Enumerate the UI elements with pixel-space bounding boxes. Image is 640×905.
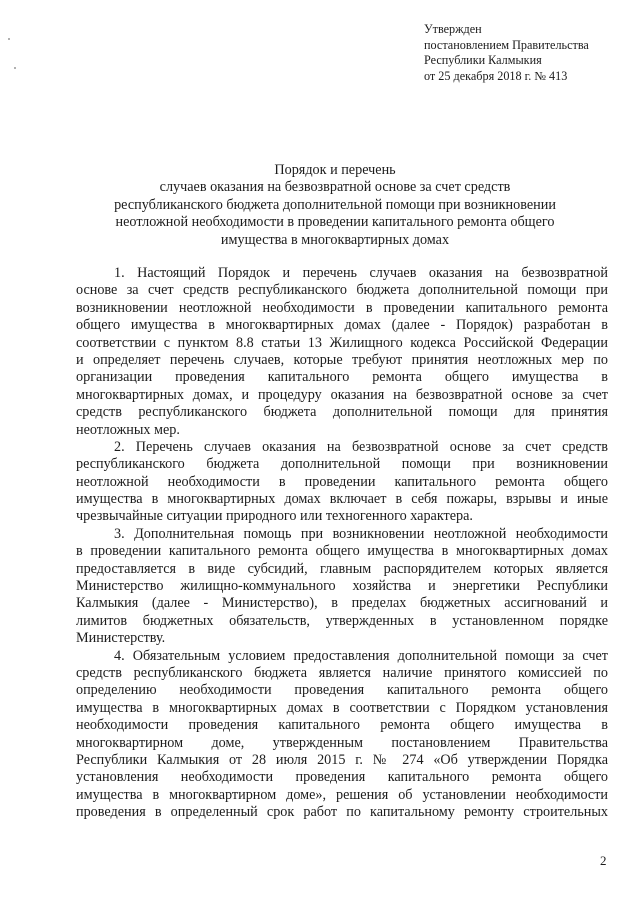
text-line: Республики Калмыкия от 28 июля 2015 г. № 274 «Об утверждении Порядка xyxy=(76,751,608,768)
text-line: лимитов бюджетных обязательств, утвержденных в установленном порядке xyxy=(76,612,608,629)
text-line: многоквартирных домах, и процедуру оказания на безвозвратной основе за счет xyxy=(76,386,608,403)
text-line: 3. Дополнительная помощь при возникновении неотложной необходимости xyxy=(114,525,608,542)
text-line: средств республиканского бюджета дополнительной помощи для принятия xyxy=(76,404,608,421)
scan-mark-2 xyxy=(14,67,16,69)
paragraph-1 xyxy=(76,265,608,439)
paragraph-4 xyxy=(76,648,608,822)
approval-block xyxy=(424,22,634,84)
document-title xyxy=(70,162,600,249)
text-line: Калмыкия (далее - Министерство), в пределах бюджетных ассигнований и xyxy=(76,595,608,612)
paragraph-2 xyxy=(76,439,608,526)
text-line: необходимости проведения капитального ремонта общего имущества в xyxy=(76,717,608,734)
text-line: Министерству. xyxy=(76,630,166,647)
approval-line: от 25 декабря 2018 г. № 413 xyxy=(424,68,568,83)
scan-mark-1 xyxy=(8,38,10,40)
title-line: неотложной необходимости в проведении капитального ремонта общего xyxy=(115,214,555,231)
title-line: Порядок и перечень xyxy=(274,162,396,178)
approval-line: Утвержден xyxy=(424,22,482,36)
text-line: имущества в многоквартирном доме», решения об установлении необходимости xyxy=(76,786,608,803)
text-line: имущества в многоквартирных домах включает в себя пожары, взрывы и иные xyxy=(76,491,608,508)
text-line: основе за счет средств республиканского бюджета дополнительной помощи при xyxy=(76,282,608,299)
text-line: средств республиканского бюджета является наличие принятого комиссией по xyxy=(76,664,608,681)
text-line: в проведении капитального ремонта общего имущества в многоквартирных домах xyxy=(76,543,608,560)
title-line: случаев оказания на безвозвратной основе за счет средств xyxy=(159,179,511,196)
text-line: предоставляется в виде субсидий, главным распорядителем которых является xyxy=(76,560,608,577)
text-line: 2. Перечень случаев оказания на безвозвратной основе за счет средств xyxy=(114,438,608,455)
title-line: имущества в многоквартирных домах xyxy=(220,231,450,248)
text-line: общего имущества в многоквартирных домах (далее - Порядок) разработан в xyxy=(76,317,608,334)
text-line: возникновении неотложной необходимости в проведении капитального ремонта xyxy=(76,299,608,316)
approval-line: Республики Калмыкия xyxy=(424,53,542,67)
text-line: определению необходимости проведения капитального ремонта общего xyxy=(76,682,608,699)
text-line: 4. Обязательным условием предоставления дополнительной помощи за счет xyxy=(114,647,608,664)
title-line: республиканского бюджета дополнительной помощи при возникновении xyxy=(114,196,556,213)
text-line: Министерство жилищно-коммунального хозяйства и энергетики Республики xyxy=(76,578,608,595)
text-line: 1. Настоящий Порядок и перечень случаев оказания на безвозвратной xyxy=(114,265,608,281)
text-line: и определяет перечень случаев, которые требуют принятия неотложных мер по xyxy=(76,351,608,368)
text-line: соответствии с пунктом 8.8 статьи 13 Жилищного кодекса Российской Федерации xyxy=(76,334,608,351)
document-body xyxy=(76,265,608,822)
text-line: установления необходимости проведения капитального ремонта общего xyxy=(76,769,608,786)
text-line: многоквартирном доме, утвержденным постановлением Правительства xyxy=(76,734,608,751)
text-line: чрезвычайные ситуации природного или техногенного характера. xyxy=(76,508,473,525)
text-line: проведения в определенный срок работ по капитальному ремонту строительных xyxy=(76,804,608,821)
text-line: неотложных мер. xyxy=(76,421,180,438)
page-number: 2 xyxy=(600,853,607,868)
approval-line: постановлением Правительства xyxy=(424,37,589,52)
text-line: неотложной необходимости в проведении капитального ремонта общего xyxy=(76,473,608,490)
paragraph-3 xyxy=(76,526,608,648)
text-line: имущества в многоквартирных домах в соответствии с Порядком установления xyxy=(76,699,608,716)
text-line: республиканского бюджета дополнительной помощи при возникновении xyxy=(76,456,608,473)
text-line: организации проведения капитального ремонта общего имущества в xyxy=(76,369,608,386)
